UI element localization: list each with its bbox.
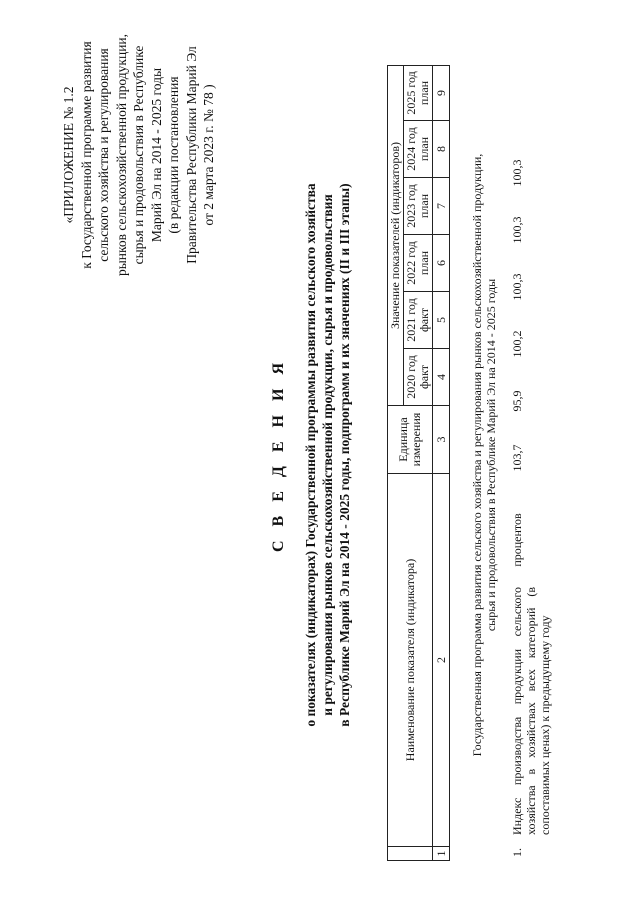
appendix-line: к Государственной программе развития [78, 41, 94, 269]
appendix-line: (в редакции постановления [166, 76, 181, 234]
header-year: 2020 год факт [404, 349, 433, 406]
header-year: 2022 год план [404, 235, 433, 292]
appendix-line: рынков сельскохозяйственной продукции, [113, 33, 129, 277]
row-value-2020: 103,7 [510, 444, 524, 472]
row-value-2023: 100,3 [510, 273, 524, 301]
program-section-title [470, 65, 498, 845]
column-number: 6 [433, 235, 450, 292]
column-number: 7 [433, 178, 450, 235]
row-value-2021: 95,9 [510, 390, 524, 412]
row-index: 1. [510, 848, 524, 857]
header-values: Значение показателей (индикаторов) [388, 65, 404, 405]
row-value-2024: 100,3 [510, 216, 524, 244]
title-main: С В Е Д Е Н И Я [270, 357, 287, 553]
header-year: 2021 год факт [404, 292, 433, 349]
header-name: Наименование показателя (индикатора) [388, 474, 433, 847]
title-sub [302, 45, 353, 865]
header-blank [388, 847, 433, 861]
column-number: 1 [433, 847, 450, 861]
header-year: 2024 год план [404, 121, 433, 178]
document-title [270, 45, 353, 865]
appendix-line: сырья и продовольствия в Республике [131, 45, 146, 265]
row-name: Индекс производства продукции сельского хозяйства в хозяйствах всех категорий (в сопоставимых ценах) к предыдущему году [510, 587, 552, 835]
column-number: 4 [433, 349, 450, 406]
header-year: 2023 год план [404, 178, 433, 235]
column-number: 8 [433, 121, 450, 178]
row-unit: процентов [510, 513, 524, 567]
column-number: 2 [433, 474, 450, 847]
indicators-table [387, 65, 450, 861]
appendix-line: «ПРИЛОЖЕНИЕ № 1.2 [61, 86, 76, 224]
row-value-2022: 100,2 [510, 330, 524, 358]
section-title-line: Государственная программа развития сельского хозяйства и регулирования рынков сельскохозяйственной продукции, [470, 153, 484, 757]
appendix-line: сельского хозяйства и регулирования [96, 48, 111, 262]
appendix-block [60, 5, 218, 305]
row-value-2025: 100,3 [510, 159, 524, 187]
column-number: 5 [433, 292, 450, 349]
header-year: 2025 год план [404, 65, 433, 120]
appendix-line: Правительства Республики Марий Эл [183, 46, 199, 264]
title-sub-line: о показателях (индикаторах) Государственной программы развития сельского хозяйства [303, 183, 318, 727]
appendix-line: от 2 марта 2023 г. № 78 ) [201, 84, 216, 226]
section-title-line: сырья и продовольствия в Республике Марий Эл на 2014 - 2025 годы [484, 278, 498, 632]
column-number: 9 [433, 65, 450, 120]
title-sub-line: и регулирования рынков сельскохозяйственной продукции, сырья и продовольствия [320, 194, 335, 716]
title-sub-line: в Республике Марий Эл на 2014 - 2025 годы, подпрограмм и их значениях (II и III этапы) [337, 183, 352, 727]
header-unit: Единица измерения [388, 406, 433, 474]
column-number: 3 [433, 406, 450, 474]
appendix-line: Марий Эл на 2014 - 2025 годы [148, 67, 164, 243]
